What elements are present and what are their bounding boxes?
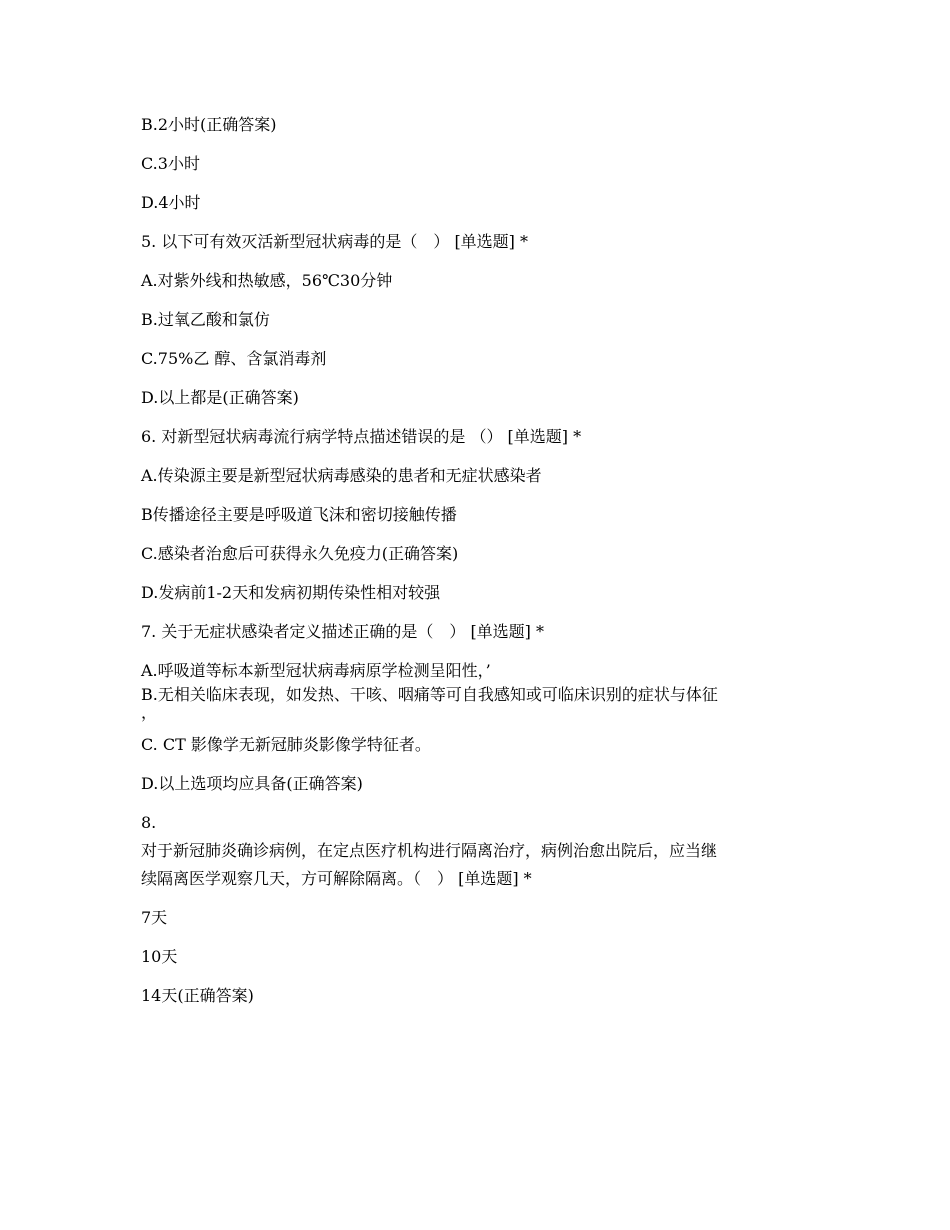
q5-option-b: B.过氧乙酸和氯仿: [141, 310, 270, 329]
q8-question-line1: 对于新冠肺炎确诊病例，在定点医疗机构进行隔离治疗，病例治愈出院后，应当继: [141, 841, 718, 860]
q7-option-a: A.呼吸道等标本新型冠状病毒病原学检测呈阳性，’: [141, 661, 491, 680]
q7-option-d: D.以上选项均应具备(正确答案): [141, 774, 363, 793]
q8-question-line2: 续隔离医学观察几天，方可解除隔离。（ ） [单选题] *: [141, 869, 532, 888]
q6-option-a: A.传染源主要是新型冠状病毒感染的患者和无症状感染者: [141, 466, 542, 485]
q7-option-c: C. CT 影像学无新冠肺炎影像学特征者。: [141, 735, 431, 754]
q8-option-b: 10天: [141, 947, 178, 966]
q6-option-c: C.感染者治愈后可获得永久免疫力(正确答案): [141, 544, 459, 563]
q6-question: 6. 对新型冠状病毒流行病学特点描述错误的是 （） [单选题] *: [141, 427, 582, 446]
q6-option-d: D.发病前1-2天和发病初期传染性相对较强: [141, 583, 441, 602]
q5-option-c: C.75%乙 醇、含氯消毒剂: [141, 349, 327, 368]
q8-option-a: 7天: [141, 908, 168, 927]
q5-option-d: D.以上都是(正确答案): [141, 388, 299, 407]
q4-option-b: B.2小时(正确答案): [141, 115, 277, 134]
q5-question: 5. 以下可有效灭活新型冠状病毒的是（ ） [单选题] *: [141, 232, 529, 251]
q8-option-c: 14天(正确答案): [141, 986, 254, 1005]
document-page: [141, 114, 831, 1024]
q7-option-b: B.无相关临床表现，如发热、干咳、咽痛等可自我感知或可临床识别的症状与体征: [141, 685, 718, 704]
q5-option-a: A.对紫外线和热敏感，56℃30分钟: [141, 271, 393, 290]
q7-option-b-continuation: ，: [141, 703, 158, 722]
q8-number: 8.: [141, 813, 157, 832]
q7-question: 7. 关于无症状感染者定义描述正确的是（ ） [单选题] *: [141, 622, 545, 641]
q4-option-c: C.3小时: [141, 154, 200, 173]
q6-option-b: B传播途径主要是呼吸道飞沫和密切接触传播: [141, 505, 457, 524]
q4-option-d: D.4小时: [141, 193, 201, 212]
